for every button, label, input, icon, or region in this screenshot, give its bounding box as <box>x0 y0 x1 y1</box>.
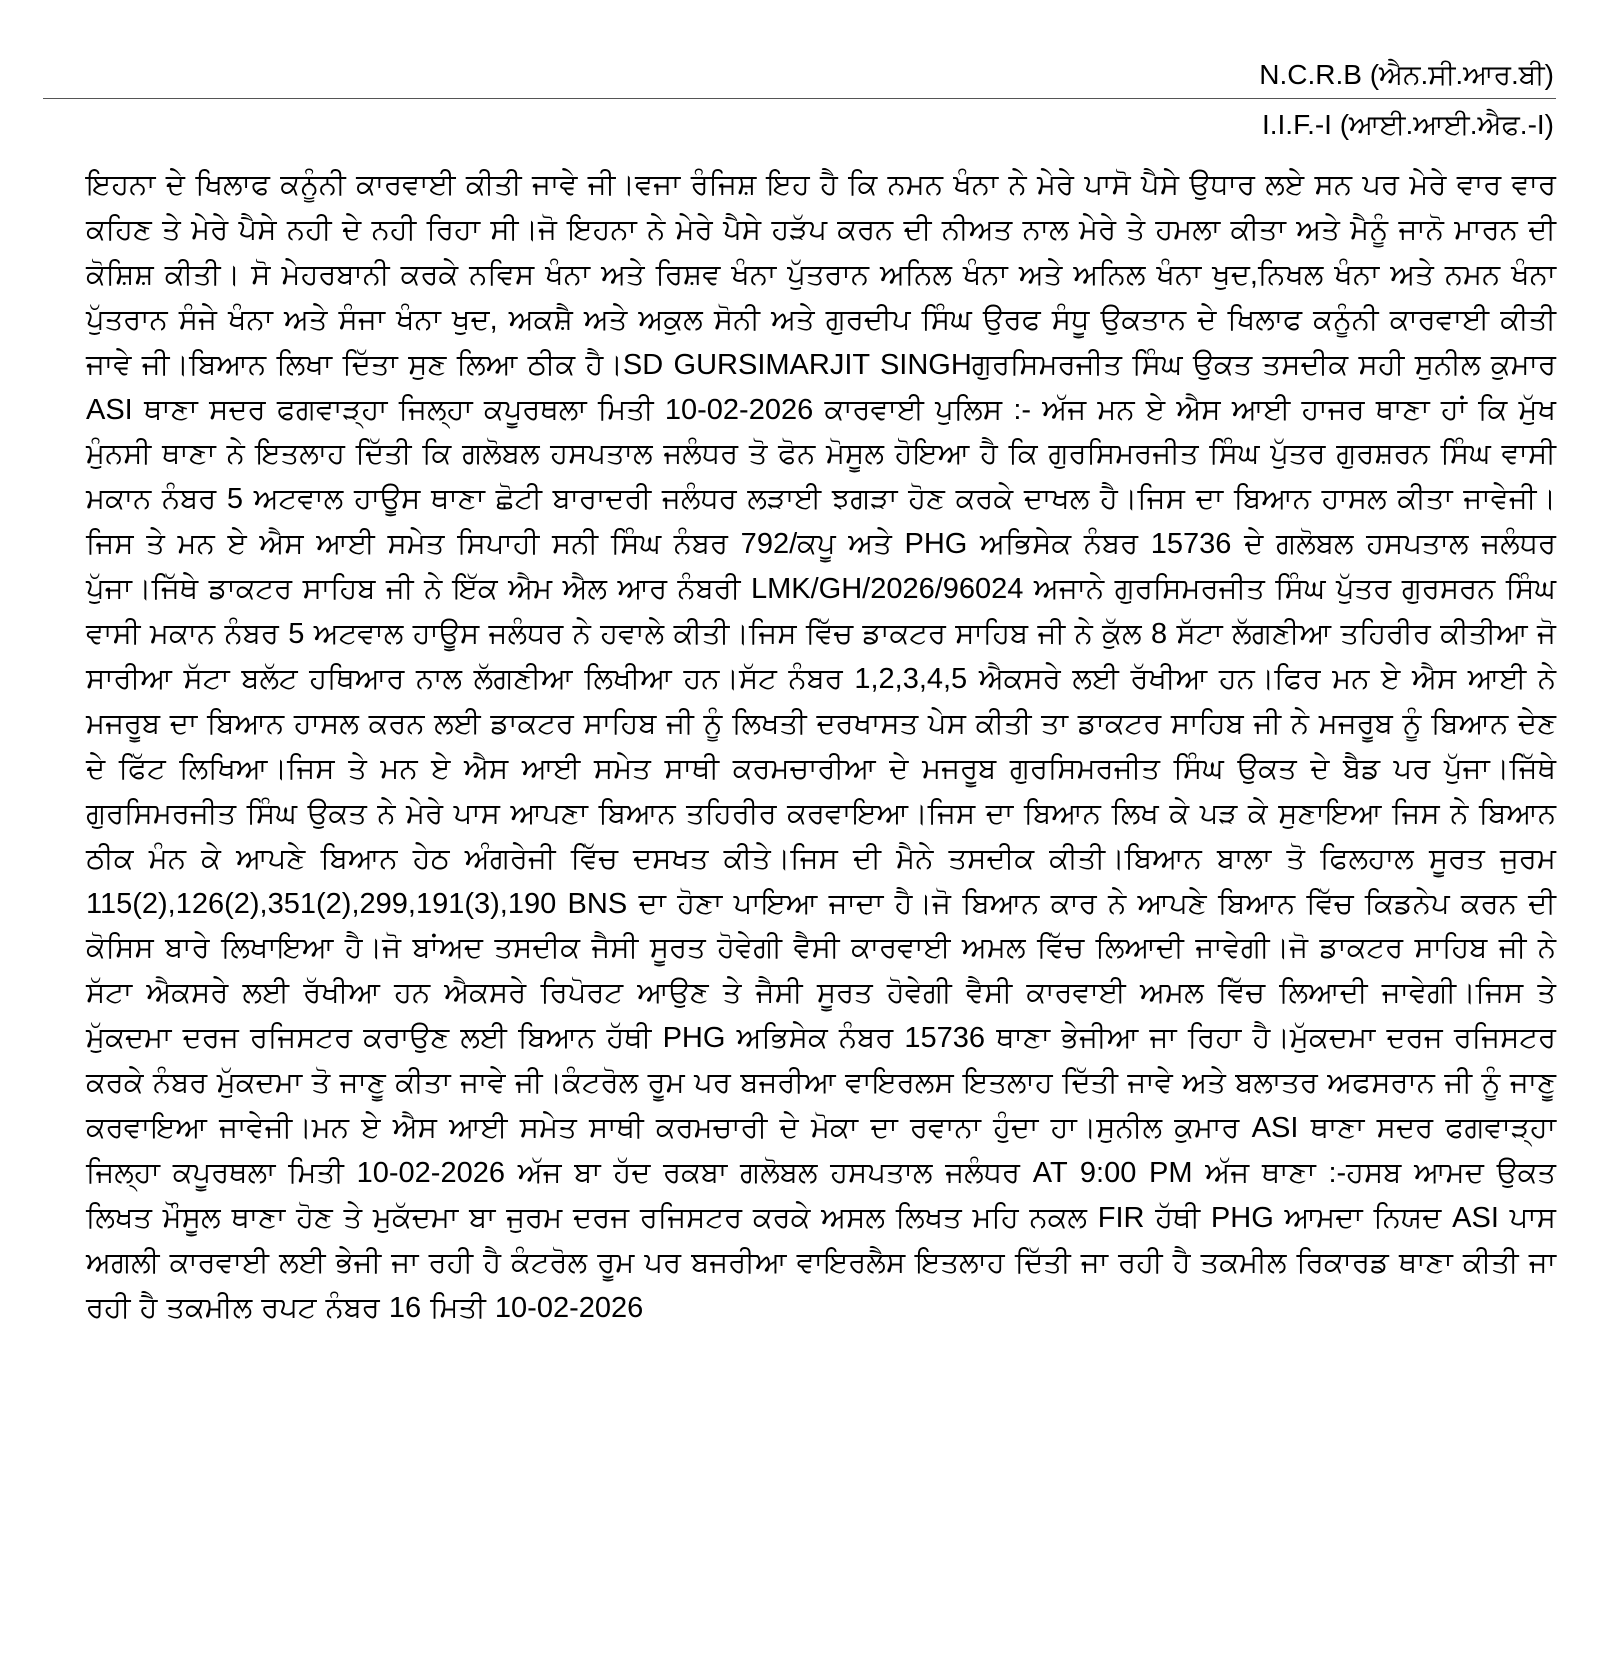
fir-statement-body <box>86 163 1556 1331</box>
ncrb-header: N.C.R.B (ਐਨ.ਸੀ.ਆਰ.ਬੀ) <box>1259 59 1554 90</box>
header-divider <box>43 98 1556 99</box>
body-paragraph: ਇਹਨਾ ਦੇ ਖਿਲਾਫ ਕਨੂੰਨੀ ਕਾਰਵਾਈ ਕੀਤੀ ਜਾਵੇ ਜੀ।ਵਜਾ ਰੰਜਿਸ਼ ਇਹ ਹੈ ਕਿ ਨਮਨ ਖੰਨਾ ਨੇ ਮੇਰੇ ਪਾਸੋ ਪੈਸੇ ਉਧਾਰ ਲਏ ਸਨ ਪਰ ਮੇਰੇ ਵਾਰ ਵਾਰ ਕਹਿਣ ਤੇ ਮੇਰੇ ਪੈਸੇ ਨਹੀ ਦੇ ਨਹੀ ਰਿਹਾ ਸੀ।ਜੋ ਇਹਨਾ ਨੇ ਮੇਰੇ ਪੈਸੇ ਹੜੱਪ ਕਰਨ ਦੀ ਨੀਅਤ ਨਾਲ ਮੇਰੇ ਤੇ ਹਮਲਾ ਕੀਤਾ ਅਤੇ ਮੈਨੂੰ ਜਾਨੋ ਮਾਰਨ ਦੀ ਕੋਸ਼ਿਸ਼ ਕੀਤੀ। ਸੋ ਮੇਹਰਬਾਨੀ ਕਰਕੇ ਨਵਿਸ ਖੰਨਾ ਅਤੇ ਰਿਸ਼ਵ ਖੰਨਾ ਪੁੱਤਰਾਨ ਅਨਿਲ ਖੰਨਾ ਅਤੇ ਅਨਿਲ ਖੰਨਾ ਖੁਦ,ਨਿਖਲ ਖੰਨਾ ਅਤੇ ਨਮਨ ਖੰਨਾ ਪੁੱਤਰਾਨ ਸੰਜੇ ਖੰਨਾ ਅਤੇ ਸੰਜਾ ਖੰਨਾ ਖੁਦ, ਅਕਸ਼ੈ ਅਤੇ ਅਕੁਲ ਸੋਨੀ ਅਤੇ ਗੁਰਦੀਪ ਸਿੰਘ ਉਰਫ ਸੰਧੂ ਉਕਤਾਨ ਦੇ ਖਿਲਾਫ ਕਨੂੰਨੀ ਕਾਰਵਾਈ ਕੀਤੀ ਜਾਵੇ ਜੀ।ਬਿਆਨ ਲਿਖਾ ਦਿੱਤਾ ਸੁਣ ਲਿਆ ਠੀਕ ਹੈ।SD GURSIMARJIT SINGHਗੁਰਸਿਮਰਜੀਤ ਸਿੰਘ ਉਕਤ ਤਸਦੀਕ ਸਹੀ ਸੁਨੀਲ ਕੁਮਾਰ ASI ਥਾਣਾ ਸਦਰ ਫਗਵਾੜ੍ਹਾ ਜਿਲ੍ਹਾ ਕਪੂਰਥਲਾ ਮਿਤੀ 10-02-2026 ਕਾਰਵਾਈ ਪੁਲਿਸ :- ਅੱਜ ਮਨ ਏ ਐਸ ਆਈ ਹਾਜਰ ਥਾਣਾ ਹਾਂ ਕਿ ਮੁੱਖ ਮੁੰਨਸੀ ਥਾਣਾ ਨੇ ਇਤਲਾਹ ਦਿੱਤੀ ਕਿ ਗਲੋਬਲ ਹਸਪਤਾਲ ਜਲੰਧਰ ਤੋ ਫੋਨ ਮੋਸੂਲ ਹੋਇਆ ਹੈ ਕਿ ਗੁਰਸਿਮਰਜੀਤ ਸਿੰਘ ਪੁੱਤਰ ਗੁਰਸ਼ਰਨ ਸਿੰਘ ਵਾਸੀ ਮਕਾਨ ਨੰਬਰ 5 ਅਟਵਾਲ ਹਾਊਸ ਥਾਣਾ ਛੋਟੀ ਬਾਰਾਦਰੀ ਜਲੰਧਰ ਲੜਾਈ ਝਗੜਾ ਹੋਣ ਕਰਕੇ ਦਾਖਲ ਹੈ।ਜਿਸ ਦਾ ਬਿਆਨ ਹਾਸਲ ਕੀਤਾ ਜਾਵੇਜੀ।ਜਿਸ ਤੇ ਮਨ ਏ ਐਸ ਆਈ ਸਮੇਤ ਸਿਪਾਹੀ ਸਨੀ ਸਿੰਘ ਨੰਬਰ 792/ਕਪੂ ਅਤੇ PHG ਅਭਿਸੇਕ ਨੰਬਰ 15736 ਦੇ ਗਲੋਬਲ ਹਸਪਤਾਲ ਜਲੰਧਰ ਪੁੱਜਾ।ਜਿੱਥੇ ਡਾਕਟਰ ਸਾਹਿਬ ਜੀ ਨੇ ਇੱਕ ਐਮ ਐਲ ਆਰ ਨੰਬਰੀ LMK/GH/2026/96024 ਅਜਾਨੇ ਗੁਰਸਿਮਰਜੀਤ ਸਿੰਘ ਪੁੱਤਰ ਗੁਰਸਰਨ ਸਿੰਘ ਵਾਸੀ ਮਕਾਨ ਨੰਬਰ 5 ਅਟਵਾਲ ਹਾਊਸ ਜਲੰਧਰ ਨੇ ਹਵਾਲੇ ਕੀਤੀ।ਜਿਸ ਵਿੱਚ ਡਾਕਟਰ ਸਾਹਿਬ ਜੀ ਨੇ ਕੁੱਲ 8 ਸੱਟਾ ਲੱਗਣੀਆ ਤਹਿਰੀਰ ਕੀਤੀਆ ਜੋ ਸਾਰੀਆ ਸੱਟਾ ਬਲੱਟ ਹਥਿਆਰ ਨਾਲ ਲੱਗਣੀਆ ਲਿਖੀਆ ਹਨ।ਸੱਟ ਨੰਬਰ 1,2,3,4,5 ਐਕਸਰੇ ਲਈ ਰੱਖੀਆ ਹਨ।ਫਿਰ ਮਨ ਏ ਐਸ ਆਈ ਨੇ ਮਜਰੂਬ ਦਾ ਬਿਆਨ ਹਾਸਲ ਕਰਨ ਲਈ ਡਾਕਟਰ ਸਾਹਿਬ ਜੀ ਨੂੰ ਲਿਖਤੀ ਦਰਖਾਸਤ ਪੇਸ ਕੀਤੀ ਤਾ ਡਾਕਟਰ ਸਾਹਿਬ ਜੀ ਨੇ ਮਜਰੂਬ ਨੂੰ ਬਿਆਨ ਦੇਣ ਦੇ ਫਿੱਟ ਲਿਖਿਆ।ਜਿਸ ਤੇ ਮਨ ਏ ਐਸ ਆਈ ਸਮੇਤ ਸਾਥੀ ਕਰਮਚਾਰੀਆ ਦੇ ਮਜਰੂਬ ਗੁਰਸਿਮਰਜੀਤ ਸਿੰਘ ਉਕਤ ਦੇ ਬੈਡ ਪਰ ਪੁੱਜਾ।ਜਿੱਥੇ ਗੁਰਸਿਮਰਜੀਤ ਸਿੰਘ ਉਕਤ ਨੇ ਮੇਰੇ ਪਾਸ ਆਪਣਾ ਬਿਆਨ ਤਹਿਰੀਰ ਕਰਵਾਇਆ।ਜਿਸ ਦਾ ਬਿਆਨ ਲਿਖ ਕੇ ਪੜ ਕੇ ਸੁਣਾਇਆ ਜਿਸ ਨੇ ਬਿਆਨ ਠੀਕ ਮੰਨ ਕੇ ਆਪਣੇ ਬਿਆਨ ਹੇਠ ਅੰਗਰੇਜੀ ਵਿੱਚ ਦਸਖਤ ਕੀਤੇ।ਜਿਸ ਦੀ ਮੈਨੇ ਤਸਦੀਕ ਕੀਤੀ।ਬਿਆਨ ਬਾਲਾ ਤੋ ਫਿਲਹਾਲ ਸੂਰਤ ਜੁਰਮ 115(2),126(2),351(2),299,191(3),190 BNS ਦਾ ਹੋਣਾ ਪਾਇਆ ਜਾਦਾ ਹੈ।ਜੋ ਬਿਆਨ ਕਾਰ ਨੇ ਆਪਣੇ ਬਿਆਨ ਵਿੱਚ ਕਿਡਨੇਪ ਕਰਨ ਦੀ ਕੋਸਿਸ ਬਾਰੇ ਲਿਖਾਇਆ ਹੈ।ਜੋ ਬਾਂਅਦ ਤਸਦੀਕ ਜੈਸੀ ਸੂਰਤ ਹੋਵੇਗੀ ਵੈਸੀ ਕਾਰਵਾਈ ਅਮਲ ਵਿੱਚ ਲਿਆਦੀ ਜਾਵੇਗੀ।ਜੋ ਡਾਕਟਰ ਸਾਹਿਬ ਜੀ ਨੇ ਸੱਟਾ ਐਕਸਰੇ ਲਈ ਰੱਖੀਆ ਹਨ ਐਕਸਰੇ ਰਿਪੋਰਟ ਆਉਣ ਤੇ ਜੈਸੀ ਸੂਰਤ ਹੋਵੇਗੀ ਵੈਸੀ ਕਾਰਵਾਈ ਅਮਲ ਵਿੱਚ ਲਿਆਦੀ ਜਾਵੇਗੀ।ਜਿਸ ਤੇ ਮੁੱਕਦਮਾ ਦਰਜ ਰਜਿਸਟਰ ਕਰਾਉਣ ਲਈ ਬਿਆਨ ਹੱਥੀ PHG ਅਭਿਸੇਕ ਨੰਬਰ 15736 ਥਾਣਾ ਭੇਜੀਆ ਜਾ ਰਿਹਾ ਹੈ।ਮੁੱਕਦਮਾ ਦਰਜ ਰਜਿਸਟਰ ਕਰਕੇ ਨੰਬਰ ਮੁੱਕਦਮਾ ਤੋ ਜਾਣੂ ਕੀਤਾ ਜਾਵੇ ਜੀ।ਕੰਟਰੋਲ ਰੂਮ ਪਰ ਬਜਰੀਆ ਵਾਇਰਲਸ ਇਤਲਾਹ ਦਿੱਤੀ ਜਾਵੇ ਅਤੇ ਬਲਾਤਰ ਅਫਸਰਾਨ ਜੀ ਨੂੰ ਜਾਣੂ ਕਰਵਾਇਆ ਜਾਵੇਜੀ।ਮਨ ਏ ਐਸ ਆਈ ਸਮੇਤ ਸਾਥੀ ਕਰਮਚਾਰੀ ਦੇ ਮੋਕਾ ਦਾ ਰਵਾਨਾ ਹੁੰਦਾ ਹਾ।ਸੁਨੀਲ ਕੁਮਾਰ ASI ਥਾਣਾ ਸਦਰ ਫਗਵਾੜ੍ਹਾ ਜਿਲ੍ਹਾ ਕਪੂਰਥਲਾ ਮਿਤੀ 10-02-2026 ਅੱਜ ਬਾ ਹੱਦ ਰਕਬਾ ਗਲੋਬਲ ਹਸਪਤਾਲ ਜਲੰਧਰ AT 9:00 PM ਅੱਜ ਥਾਣਾ :-ਹਸਬ ਆਮਦ ਉਕਤ ਲਿਖਤ ਮੌਸੂਲ ਥਾਣਾ ਹੋਣ ਤੇ ਮੁਕੱਦਮਾ ਬਾ ਜੁਰਮ ਦਰਜ ਰਜਿਸਟਰ ਕਰਕੇ ਅਸਲ ਲਿਖਤ ਮਹਿ ਨਕਲ FIR ਹੱਥੀ PHG ਆਮਦਾ ਨਿਯਦ ASI ਪਾਸ ਅਗਲੀ ਕਾਰਵਾਈ ਲਈ ਭੇਜੀ ਜਾ ਰਹੀ ਹੈ ਕੰਟਰੋਲ ਰੂਮ ਪਰ ਬਜਰੀਆ ਵਾਇਰਲੈਸ ਇਤਲਾਹ ਦਿੱਤੀ ਜਾ ਰਹੀ ਹੈ ਤਕਮੀਲ ਰਿਕਾਰਡ ਥਾਣਾ ਕੀਤੀ ਜਾ ਰਹੀ ਹੈ ਤਕਮੀਲ ਰਪਟ ਨੰਬਰ 16 ਮਿਤੀ 10-02-2026 <box>86 169 1556 1324</box>
iif-header: I.I.F.-I (ਆਈ.ਆਈ.ਐਫ.-I) <box>1261 109 1554 140</box>
